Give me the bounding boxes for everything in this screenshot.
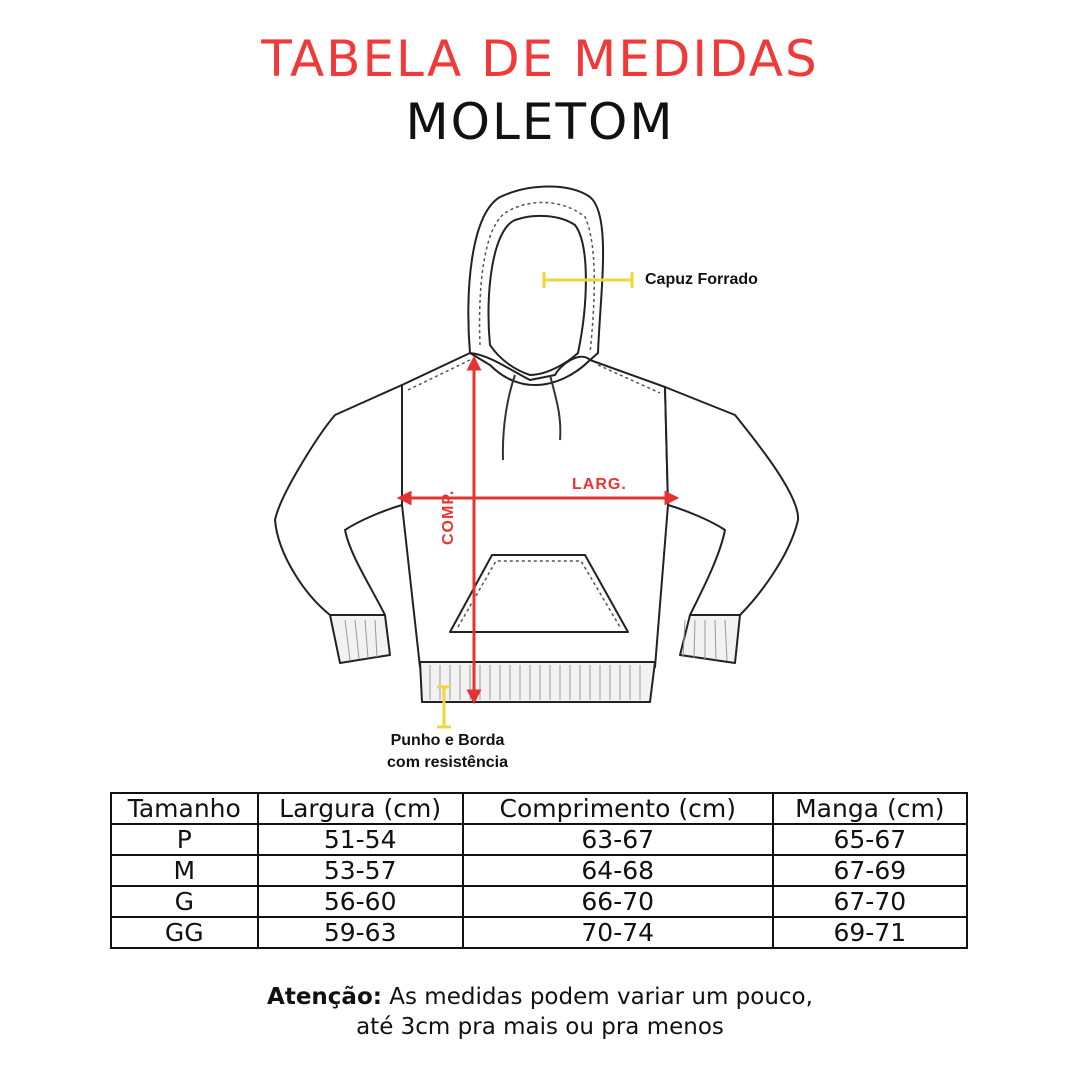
- left-cuff: [330, 615, 390, 663]
- table-cell: 69-71: [773, 917, 967, 948]
- note-text-line2: até 3cm pra mais ou pra menos: [356, 1014, 724, 1040]
- table-cell: 64-68: [463, 855, 773, 886]
- header-cell: Largura (cm): [258, 793, 463, 824]
- right-sleeve: [665, 387, 798, 615]
- table-cell: 53-57: [258, 855, 463, 886]
- table-cell: 65-67: [773, 824, 967, 855]
- hood-opening: [488, 216, 585, 375]
- length-label: COMP.: [440, 489, 457, 545]
- page-title: TABELA DE MEDIDAS: [261, 30, 819, 88]
- left-sleeve: [275, 385, 402, 615]
- table-cell: GG: [111, 917, 258, 948]
- table-cell: G: [111, 886, 258, 917]
- table-cell: 67-70: [773, 886, 967, 917]
- right-cuff: [680, 615, 740, 663]
- table-cell: 56-60: [258, 886, 463, 917]
- table-cell: 67-69: [773, 855, 967, 886]
- table-cell: 51-54: [258, 824, 463, 855]
- table-cell: M: [111, 855, 258, 886]
- table-cell: 63-67: [463, 824, 773, 855]
- header-cell: Comprimento (cm): [463, 793, 773, 824]
- table-cell: 70-74: [463, 917, 773, 948]
- hoodie-diagram: [0, 175, 1080, 775]
- hoodie-illustration: [0, 175, 1080, 775]
- table-cell: P: [111, 824, 258, 855]
- width-label: LARG.: [572, 476, 627, 493]
- disclaimer-note: [0, 982, 1080, 1042]
- table-cell: 59-63: [258, 917, 463, 948]
- cuff-label-line1: Punho e Borda: [390, 732, 505, 749]
- table-cell: 66-70: [463, 886, 773, 917]
- cuff-label: [365, 730, 530, 774]
- note-text-line1: As medidas podem variar um pouco,: [381, 984, 813, 1010]
- note-label: Atenção:: [267, 984, 382, 1010]
- table-row: [111, 917, 967, 948]
- size-table: [110, 792, 968, 949]
- table-row: [111, 886, 967, 917]
- table-row: [111, 855, 967, 886]
- cuff-label-line2: com resistência: [387, 754, 508, 771]
- product-name: MOLETOM: [405, 93, 675, 151]
- header-cell: Tamanho: [111, 793, 258, 824]
- hood-label: Capuz Forrado: [645, 271, 758, 288]
- table-header-row: [111, 793, 967, 824]
- table-row: [111, 824, 967, 855]
- header-cell: Manga (cm): [773, 793, 967, 824]
